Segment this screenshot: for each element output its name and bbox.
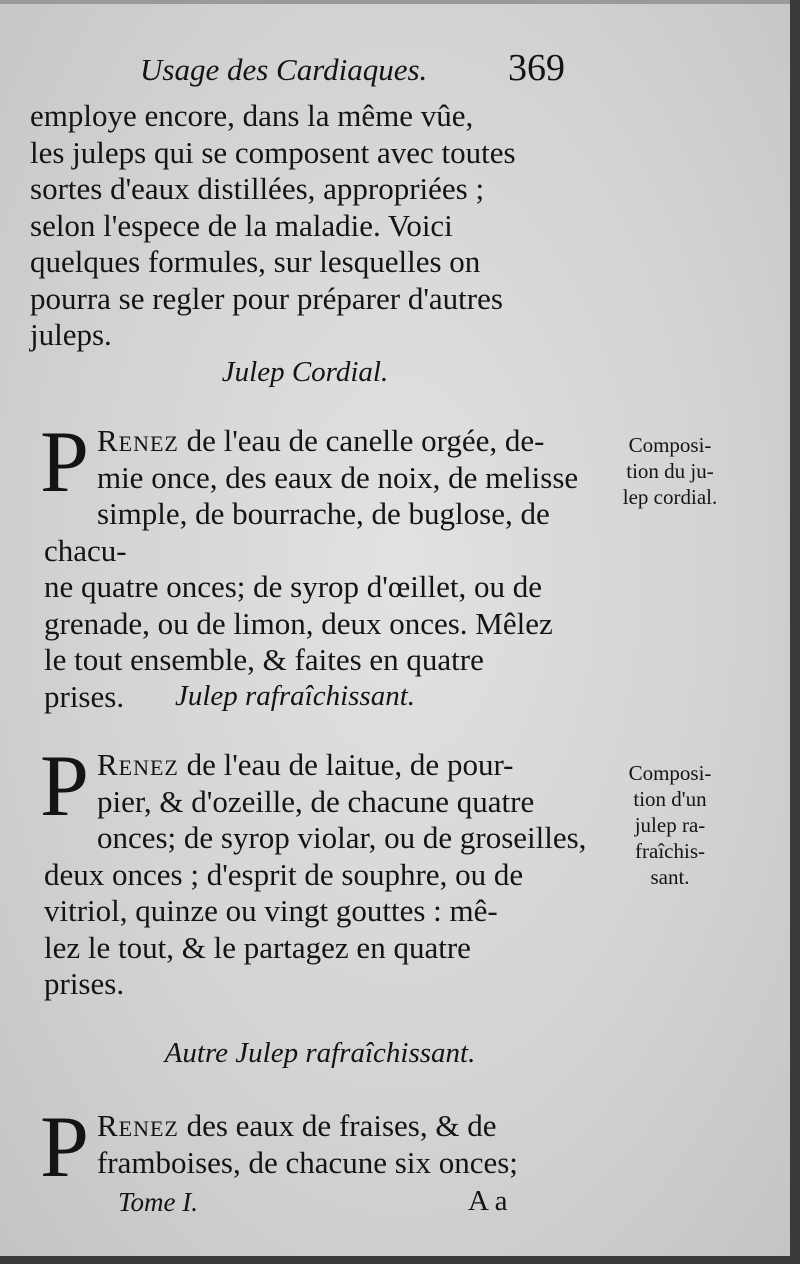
- drop-cap: P: [40, 1099, 89, 1196]
- margin-note-line: Composi-: [628, 761, 712, 785]
- recipe-line: mie once, des eaux de noix, de melisse: [96, 459, 579, 495]
- volume-label: Tome I.: [118, 1187, 199, 1217]
- drop-cap: P: [40, 414, 89, 511]
- margin-note-line: Composi-: [628, 433, 712, 457]
- intro-line: juleps.: [30, 317, 112, 352]
- margin-note-line: julep ra-: [634, 813, 706, 837]
- recipe-line: prises.: [44, 966, 125, 1001]
- intro-line: employe encore, dans la même vûe,: [30, 98, 474, 133]
- bleed-through-text: [600, 300, 606, 328]
- recipe-line: onces; de syrop violar, ou de groseilles,: [96, 820, 587, 855]
- margin-note-line: tion du ju-: [626, 459, 714, 483]
- recipe-line: de l'eau de laitue, de pour-: [178, 747, 514, 782]
- page-footer: [0, 1187, 800, 1227]
- page-header: [0, 47, 800, 100]
- section-title-julep-rafraichissant: Julep rafraîchissant.: [174, 680, 416, 712]
- margin-note-line: tion d'un: [633, 787, 707, 811]
- recipe-line: simple, de bourrache, de buglose, de chacu-: [44, 496, 550, 568]
- page-bottom-edge: [0, 1256, 800, 1264]
- recipe-paragraph-rafraichissant: [40, 738, 594, 1003]
- lead-word: Renez: [96, 423, 179, 458]
- margin-note-line: fraîchis-: [635, 839, 705, 863]
- recipe-line: pier, & d'ozeille, de chacune quatre: [96, 783, 535, 819]
- intro-line: sortes d'eaux distillées, appropriées ;: [30, 171, 485, 206]
- page-right-edge: [790, 0, 800, 1264]
- recipe-paragraph-autre: [40, 1099, 594, 1196]
- intro-line: quelques formules, sur lesquelles on: [30, 244, 481, 279]
- recipe-line: prises.: [44, 678, 125, 714]
- page-top-edge: [0, 0, 800, 4]
- margin-note-line: sant.: [650, 865, 690, 889]
- lead-word: Renez: [96, 1108, 179, 1143]
- intro-line: pourra se regler pour préparer d'autres: [30, 280, 503, 316]
- recipe-line: ne quatre onces; de syrop d'œillet, ou de: [44, 569, 542, 604]
- margin-note-cordial: [600, 432, 740, 510]
- recipe-line: des eaux de fraises, & de: [178, 1108, 497, 1143]
- recipe-paragraph-cordial: [40, 414, 594, 715]
- recipe-line: lez le tout, & le partagez en quatre: [44, 929, 471, 965]
- drop-cap: P: [40, 738, 89, 835]
- margin-note-line: lep cordial.: [622, 485, 718, 509]
- intro-paragraph: [30, 98, 600, 354]
- intro-line: selon l'espece de la maladie. Voici: [30, 207, 453, 243]
- recipe-line: de l'eau de canelle orgée, de-: [178, 423, 545, 458]
- recipe-line: grenade, ou de limon, deux onces. Mêlez: [44, 605, 553, 641]
- intro-line: les juleps qui se composent avec toutes: [30, 134, 516, 170]
- section-title-autre-julep: Autre Julep rafraîchissant.: [164, 1037, 476, 1069]
- recipe-line: vitriol, quinze ou vingt gouttes : mê-: [44, 893, 498, 928]
- running-head: Usage des Cardiaques.: [140, 52, 428, 87]
- recipe-line: le tout ensemble, & faites en quatre: [44, 642, 484, 677]
- section-title-julep-cordial: Julep Cordial.: [221, 356, 389, 388]
- lead-word: Renez: [96, 747, 179, 782]
- signature-mark: A a: [468, 1185, 508, 1217]
- recipe-line: deux onces ; d'esprit de souphre, ou de: [44, 856, 524, 892]
- margin-note-rafraichissant: [600, 760, 740, 890]
- page-number: 369: [508, 47, 565, 89]
- recipe-line: framboises, de chacune six onces;: [96, 1144, 518, 1180]
